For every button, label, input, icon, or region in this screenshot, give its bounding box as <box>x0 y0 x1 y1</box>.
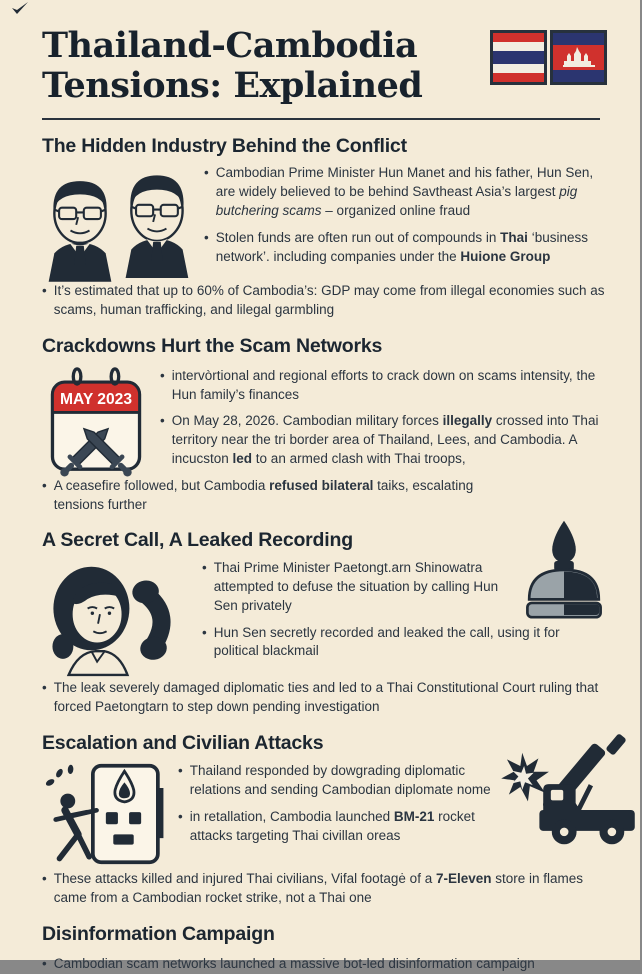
bullet-item <box>178 808 496 846</box>
bullet-text: Cambodian Prime Minister Hun Manet and his father, Hun Sen, are widely believed to be behind Savtheast Asia’s largest pig butchering scams – organized online fraud <box>215 165 594 219</box>
section-escalation <box>0 732 640 908</box>
bullet-item <box>202 559 507 616</box>
section-disinformation <box>0 923 640 974</box>
bullet-dot: • <box>42 871 47 886</box>
bullet-text: in retallation, Cambodia launched BM-21 rocket attacks targeting Thai civillan oreas <box>189 808 475 843</box>
bullet-dot: • <box>42 679 47 695</box>
attacker-icon <box>45 765 97 859</box>
flags <box>490 30 607 85</box>
bullet-item <box>160 412 612 469</box>
thailand-flag-icon <box>490 30 547 85</box>
bullet-item <box>42 282 614 320</box>
rocket-launcher-truck-icon <box>494 726 642 850</box>
section-hidden-industry <box>0 135 640 320</box>
hun-manet-hun-sen-portraits-icon <box>42 164 194 278</box>
attacker-and-burning-building-icon <box>42 762 166 866</box>
bullet-item <box>204 229 614 267</box>
bullet-dot: • <box>42 956 47 972</box>
bullet-dot: • <box>202 624 207 640</box>
phone-handset-icon <box>131 579 168 662</box>
bullet-item <box>178 762 496 800</box>
title-line-2: Tensions: Explained <box>42 64 423 106</box>
angkor-wat-icon <box>562 47 596 67</box>
bullet-text: intervòrtional and regional efforts to crack down on scams intensity, the Hun family’s finances <box>171 367 596 402</box>
title-line-1: Thailand-Cambodia <box>42 25 418 66</box>
bullet-text: It’s estimated that up to 60% of Cambodia’s: GDP may come from illegal economies such as scams, human trafficking, and lilegal garmbling <box>53 283 605 318</box>
section-heading: Disinformation Campaign <box>42 922 275 945</box>
explosion-icon <box>501 752 549 801</box>
bullet-dot: • <box>42 283 47 299</box>
bullet-text: Stolen funds are often run out of compounds in Thai ‘business network’. including companies under the Huione Group <box>215 230 588 265</box>
calendar-label: MAY 2023 <box>59 390 133 408</box>
woman-portrait-icon <box>42 559 194 677</box>
bullet-dot: • <box>204 165 209 181</box>
bullet-dot: • <box>178 763 183 778</box>
section-heading: Crackdowns Hurt the Scam Networks <box>42 335 383 358</box>
section-heading: A Secret Call, A Leaked Recording <box>42 529 353 552</box>
section-crackdowns <box>0 335 640 514</box>
section-heading: The Hidden Industry Behind the Conflict <box>42 135 407 158</box>
bullet-text: Hun Sen secretly recorded and leaked the call, using it for political blackmail <box>213 624 560 659</box>
bullet-dot: • <box>160 413 165 429</box>
bullet-dot: • <box>202 559 207 575</box>
bullet-dot: • <box>204 230 209 246</box>
bullet-item <box>42 955 614 974</box>
inkwell-icon <box>518 519 610 619</box>
bullet-item <box>42 477 474 515</box>
corner-mark-icon <box>10 2 30 16</box>
may-2023-calendar-icon <box>48 367 144 473</box>
bullet-item <box>204 164 614 221</box>
bullet-dot: • <box>42 477 47 493</box>
page-title <box>42 26 422 105</box>
bullet-text: The leak severely damaged diplomatic ties and led to a Thai Constitutional Court ruling that forced Paetongtarn to step down pending investigation <box>53 679 599 714</box>
section-heading: Escalation and Civilian Attacks <box>42 731 324 754</box>
bullet-item <box>202 624 600 662</box>
bullet-text: These attacks killed and injured Thai civilians, Vifal footagė of a 7-Eleven store in flames came from a Cambodian rocket strike, not a Thai one <box>53 871 584 905</box>
bullet-item <box>160 367 612 405</box>
cambodia-flag-icon <box>550 30 607 85</box>
bullet-text: Thailand responded by dowgrading diplomatic relations and sending Cambodian diplomate nome <box>189 763 491 797</box>
bullet-text: Thai Prime Minister Paetongt.arn Shinowatra attempted to defuse the situation by calling Hun Sen privately <box>213 559 499 613</box>
bullet-item <box>42 870 614 908</box>
section-secret-call <box>0 529 640 716</box>
title-divider <box>42 118 600 120</box>
header <box>0 0 640 105</box>
bullet-item <box>42 679 614 717</box>
bullet-text: Cambodian scam networks launched a massive bot-led disinformation campaign <box>53 956 535 972</box>
bullet-text: On May 28, 2026. Cambodian military forces illegally crossed into Thai territory near the tri border area of Thailand, Lees, and Cambodia. A incucston led to an armed clash with Thai troops, <box>171 413 599 467</box>
bullet-dot: • <box>160 367 165 383</box>
bullet-dot: • <box>178 808 183 824</box>
bullet-text: A ceasefire followed, but Cambodia refused bilateral taiks, escalating tensions further <box>53 477 474 512</box>
